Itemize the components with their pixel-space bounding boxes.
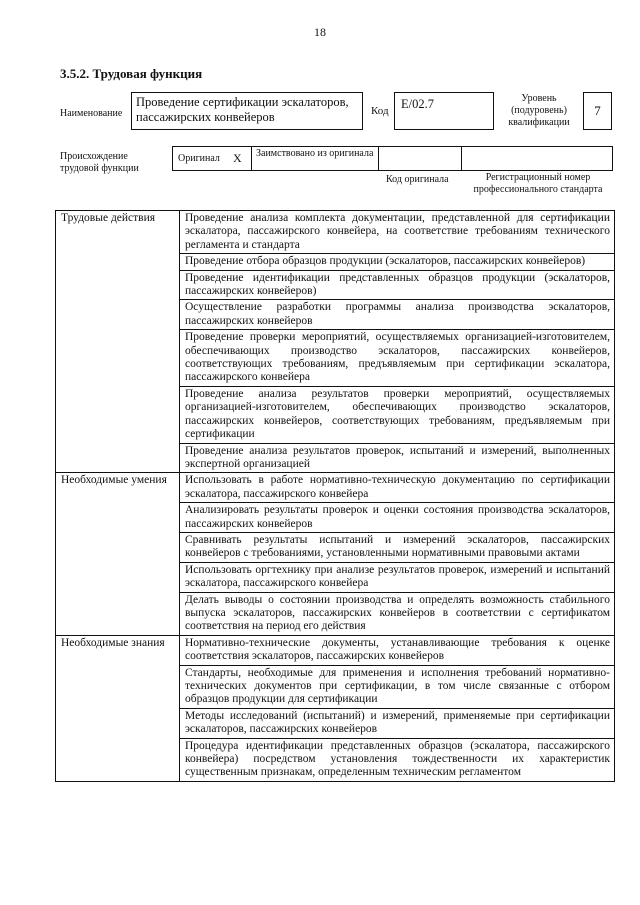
list-item: Проведение отбора образцов продукции (эскалаторов, пассажирских конвейеров) — [180, 254, 615, 270]
list-item: Проведение анализа результатов проверок, испытаний и измерений, выполненных экспертной организацией — [180, 443, 615, 473]
section-heading: 3.5.2. Трудовая функция — [60, 66, 203, 81]
table-row — [56, 635, 615, 665]
list-item: Проведение проверки мероприятий, осуществляемых организацией-изготовителем, обеспечивающих производство эскалаторов, пассажирских конвейеров, соответствующих требованиям, предъявляемым при сертификации эскалатора, пассажирского конвейера — [180, 330, 615, 387]
reg-number-label: Регистрационный номер профессионального стандарта — [473, 172, 603, 195]
reg-number-cell — [461, 146, 613, 171]
page-number: 18 — [314, 25, 326, 39]
labor-function-table — [55, 210, 615, 782]
list-item: Сравнивать результаты испытаний и измерений эскалаторов, пассажирских конвейеров с требованиями, установленными нормативными правовыми актами — [180, 532, 615, 562]
list-item: Стандарты, необходимые для применения и исполнения требований нормативно-технических документов при сертификации, в том числе связанные с отбором образцов продукции для сертификации — [180, 665, 615, 708]
list-item: Осуществление разработки программы анализа производства эскалаторов, пассажирских конвейеров — [180, 300, 615, 330]
level-label: Уровень (подуровень) квалификации — [508, 93, 570, 128]
code-value: E/02.7 — [394, 92, 494, 130]
list-item: Проведение идентификации представленных образцов продукции (эскалаторов, пассажирских конвейеров) — [180, 270, 615, 300]
name-value: Проведение сертификации эскалаторов, пассажирских конвейеров — [131, 92, 363, 130]
list-item: Анализировать результаты проверок и оценки состояния производства эскалаторов, пассажирских конвейеров — [180, 503, 615, 533]
name-label: Наименование — [60, 108, 123, 119]
original-mark: X — [233, 151, 242, 165]
code-original-label: Код оригинала — [386, 174, 449, 185]
origin-label: Происхождение трудовой функции — [60, 151, 139, 174]
code-original-cell — [378, 146, 462, 171]
code-label: Код — [371, 105, 389, 117]
original-cell — [172, 146, 252, 171]
table-row — [56, 211, 615, 254]
list-item: Использовать оргтехнику при анализе результатов проверок, измерений и испытаний эскалатора, пассажирского конвейера — [180, 562, 615, 592]
section-title: Необходимые знания — [56, 635, 180, 781]
section-title: Трудовые действия — [56, 211, 180, 473]
level-value: 7 — [583, 92, 612, 130]
table-row — [56, 473, 615, 503]
borrowed-label: Заимствовано из оригинала — [256, 148, 374, 159]
original-label: Оригинал — [178, 153, 220, 164]
list-item: Методы исследований (испытаний) и измерений, применяемые при сертификации эскалаторов, пассажирских конвейеров — [180, 708, 615, 738]
list-item: Нормативно-технические документы, устанавливающие требования к оценке соответствия эскалаторов, пассажирских конвейеров — [180, 635, 615, 665]
list-item: Делать выводы о состоянии производства и определять возможность стабильного выпуска эскалаторов, пассажирских конвейеров в соответствии с сертификатом соответствия на период его действия — [180, 592, 615, 635]
list-item: Использовать в работе нормативно-техническую документацию по сертификации эскалатора, пассажирского конвейера — [180, 473, 615, 503]
list-item: Процедура идентификации представленных образцов (эскалатора, пассажирского конвейера) посредством установления тождественности их характеристик существенным признакам, определенным техническим регламентом — [180, 738, 615, 781]
borrowed-cell — [251, 146, 379, 171]
section-title: Необходимые умения — [56, 473, 180, 635]
list-item: Проведение анализа результатов проверки мероприятий, осуществляемых организацией-изготовителем, обеспечивающих производство эскалаторов, пассажирских конвейеров, соответствующих требованиям, предъявляемым при сертификации — [180, 386, 615, 443]
list-item: Проведение анализа комплекта документации, представленной для сертификации эскалатора, пассажирского конвейера, на соответствие требованиям технического регламента и стандарта — [180, 211, 615, 254]
